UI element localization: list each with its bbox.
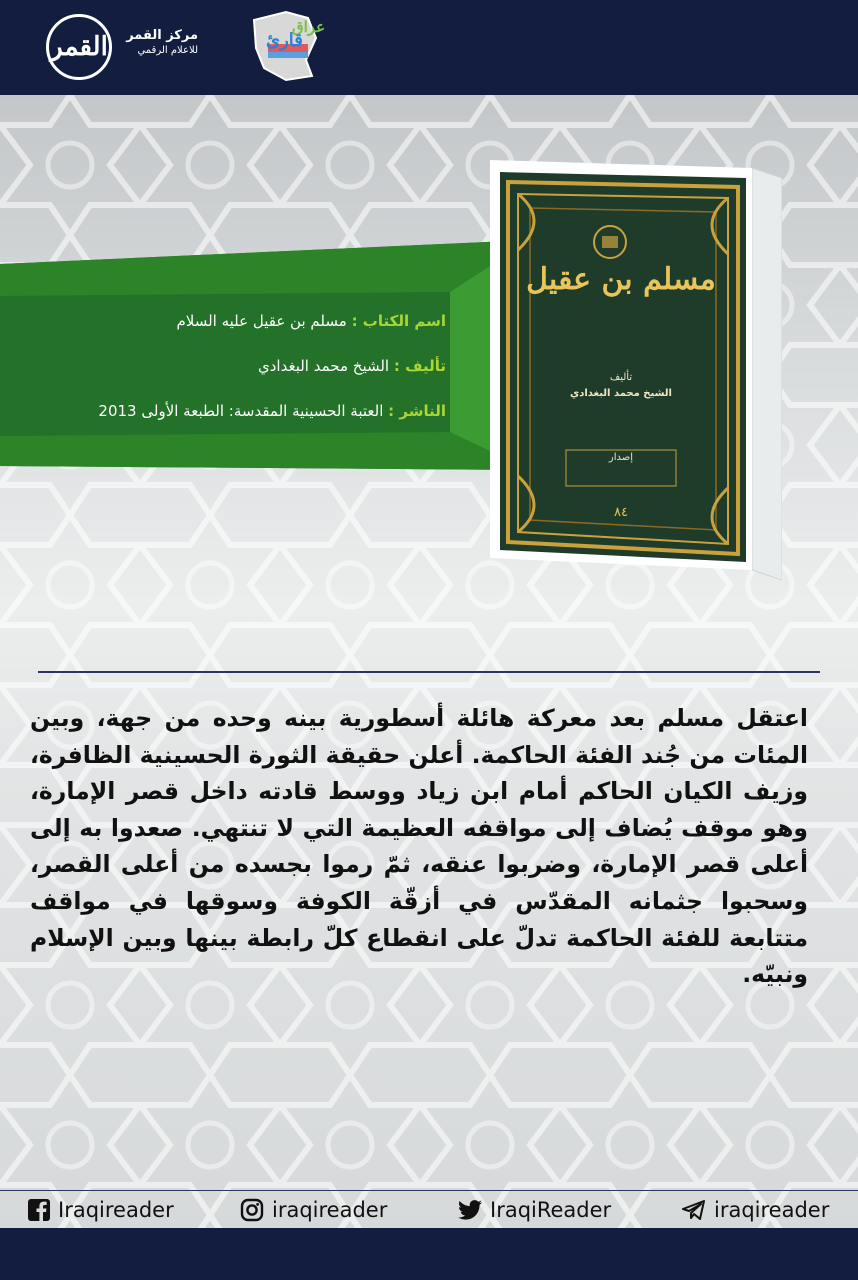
twitter-icon: [458, 1200, 482, 1220]
instagram-link[interactable]: [240, 1196, 387, 1224]
book-author-label: تأليف :: [393, 357, 446, 375]
telegram-link[interactable]: [682, 1196, 829, 1224]
iraq-reader-logo: [246, 8, 336, 84]
footer-divider: [0, 1190, 858, 1191]
cover-number: ٨٤: [614, 505, 628, 520]
twitter-link[interactable]: [458, 1196, 611, 1224]
logo2-text-b: قارئ: [266, 30, 303, 51]
facebook-link[interactable]: [28, 1196, 174, 1224]
qamar-logo: [46, 14, 112, 80]
book-publisher-label: الناشر :: [388, 402, 446, 420]
twitter-handle: IraqiReader: [490, 1198, 612, 1222]
book-publisher-row: [98, 402, 446, 420]
divider-line: [38, 671, 820, 673]
facebook-icon: [28, 1199, 50, 1221]
book-publisher-value: العتبة الحسينية المقدسة: الطبعة الأولى 2013: [98, 402, 384, 420]
facebook-handle: Iraqireader: [58, 1198, 174, 1222]
qamar-logo-text: [118, 28, 198, 58]
logo-name: مركز القمر: [126, 28, 198, 43]
book-author-value: الشيخ محمد البغدادي: [258, 357, 390, 375]
book-title-label: اسم الكتاب :: [351, 312, 446, 330]
cover-author-label: تأليف: [609, 372, 633, 383]
book-title-value: مسلم بن عقيل عليه السلام: [176, 312, 347, 330]
instagram-handle: iraqireader: [272, 1198, 388, 1222]
instagram-icon: [240, 1198, 264, 1222]
logo-monogram: القمر: [50, 32, 108, 62]
telegram-handle: iraqireader: [714, 1198, 830, 1222]
cover-title: مسلم بن عقيل: [526, 262, 716, 297]
book-title-row: [176, 312, 446, 330]
book-author-row: [258, 357, 446, 375]
bottom-bar: [0, 1228, 858, 1280]
logo2-text-a: عراق: [292, 18, 326, 36]
cover-issue-label: إصدار: [608, 452, 634, 463]
telegram-icon: [682, 1199, 706, 1221]
body-paragraph: اعتقل مسلم بعد معركة هائلة أسطورية بينه وحده من جهة، وبين المئات من جُند الفئة الحاكمة. أعلن حقيقة الثورة الحسينية الظافرة، وزيف الكيان الحاكم أمام ابن زياد ووسط قادته داخل قصر الإمارة، وهو موقف يُضاف إلى مواقفه العظيمة التي لا تنتهي. صعدوا به إلى أعلى قصر الإمارة، وضربوا عنقه، ثمّ رموا بجسده من أعلى القصر، وسحبوا جثمانه المقدّس في أزقّة الكوفة وسوقها في مواقف متتابعة للفئة الحاكمة تدلّ على انقطاع كلّ رابطة بينها وبين الإسلام ونبيّه.: [30, 704, 808, 989]
cover-author-name: الشيخ محمد البغدادي: [570, 388, 672, 399]
logo-tagline: للاعلام الرقمي: [137, 45, 198, 56]
